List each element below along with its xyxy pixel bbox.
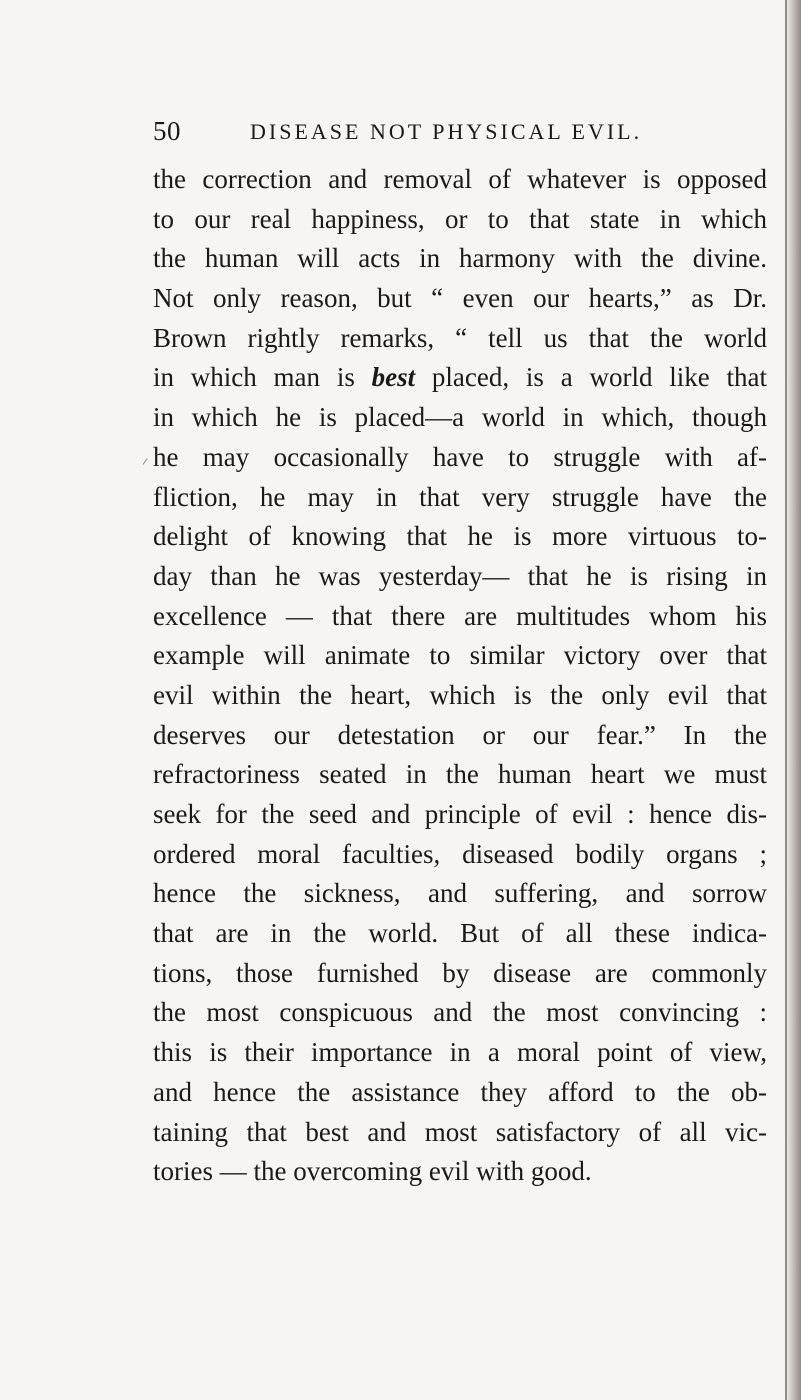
text-line: Brown rightly remarks, “ tell us that the world <box>153 322 767 353</box>
text-line: and hence the assistance they afford to the ob- <box>153 1076 767 1107</box>
emphasized-word: best <box>371 362 416 393</box>
text-segment: in which man is <box>153 362 372 393</box>
text-line: in which he is placed—a world in which, though <box>153 402 767 433</box>
text-line: deserves our detestation or our fear.” In the <box>153 719 767 750</box>
text-line: that are in the world. But of all these indica- <box>153 918 767 949</box>
text-line: hence the sickness, and suffering, and sorrow <box>153 878 767 909</box>
text-line: excellence — that there are multitudes whom his <box>153 600 767 631</box>
running-head: DISEASE NOT PHYSICAL EVIL. <box>250 119 643 144</box>
text-line: fliction, he may in that very struggle have the <box>153 481 767 512</box>
text-line: tories — the overcoming evil with good. <box>153 1156 592 1187</box>
text-line: tions, those furnished by disease are commonly <box>153 957 767 988</box>
text-line: evil within the heart, which is the only evil that <box>153 679 767 710</box>
page-header <box>153 116 713 150</box>
page-number: 50 <box>153 116 181 146</box>
text-line: Not only reason, but “ even our hearts,” as Dr. <box>153 283 767 314</box>
text-line: day than he was yesterday— that he is rising in <box>153 560 767 591</box>
pencil-mark <box>143 458 154 468</box>
text-line: example will animate to similar victory over that <box>153 640 767 671</box>
text-line: he may occasionally have to struggle with af- <box>153 441 767 472</box>
text-line: refractoriness seated in the human heart we must <box>153 759 767 790</box>
text-line: this is their importance in a moral point of view, <box>153 1037 767 1068</box>
text-line: the most conspicuous and the most convincing : <box>153 997 767 1028</box>
text-line: ordered moral faculties, diseased bodily organs ; <box>153 838 767 869</box>
text-line: the human will acts in harmony with the divine. <box>153 243 767 274</box>
text-line: taining that best and most satisfactory of all vic- <box>153 1116 767 1147</box>
text-line <box>153 358 767 398</box>
text-line: the correction and removal of whatever is opposed <box>153 164 767 194</box>
body-text <box>153 160 767 1192</box>
text-line: to our real happiness, or to that state in which <box>153 203 767 234</box>
text-line: delight of knowing that he is more virtuous to- <box>153 521 767 552</box>
page-edge-line <box>785 0 787 1400</box>
text-line: seek for the seed and principle of evil : hence dis- <box>153 799 767 829</box>
page-edge-shadow <box>787 0 801 1400</box>
text-segment: placed, is a world like that <box>415 362 767 393</box>
